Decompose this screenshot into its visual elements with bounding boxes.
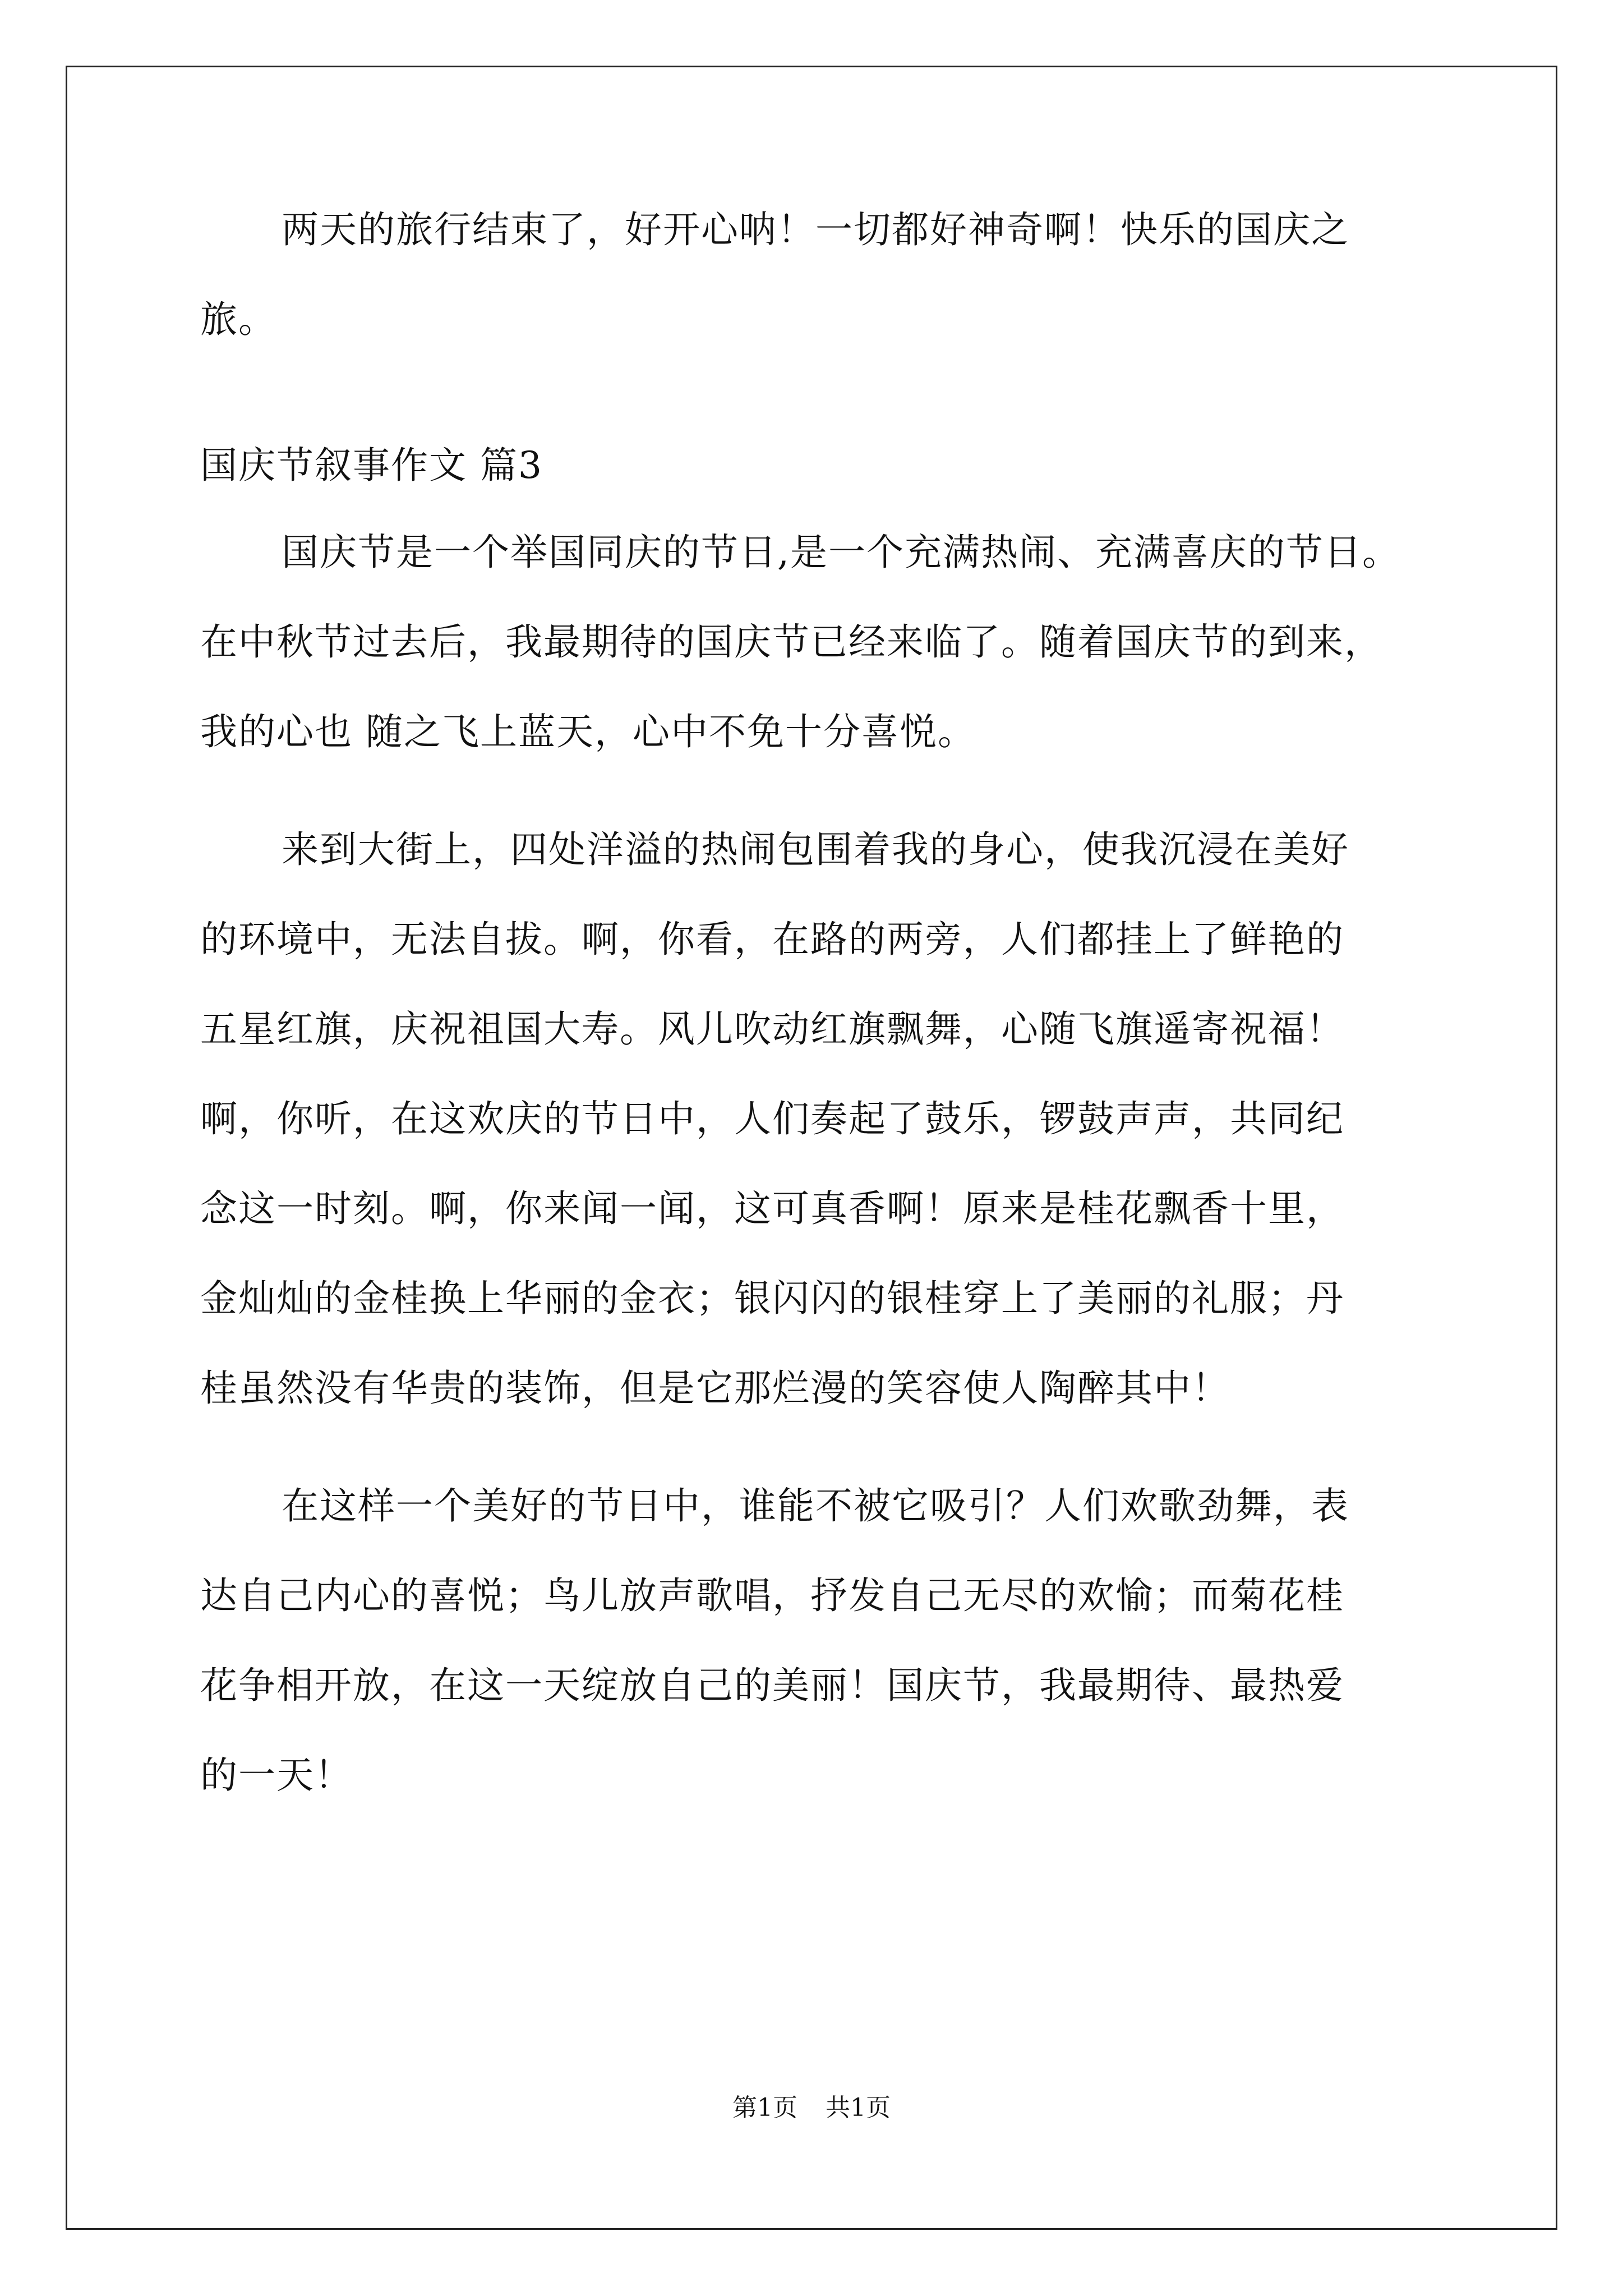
paragraph-line: 达自己内心的喜悦；鸟儿放声歌唱，抒发自己无尽的欢愉；而菊花桂 <box>200 1574 1344 1617</box>
section-heading: 国庆节叙事作文 篇3 <box>200 444 543 487</box>
paragraph-line: 的一天！ <box>200 1754 353 1797</box>
paragraph-line: 五星红旗，庆祝祖国大寿。风儿吹动红旗飘舞，心随飞旗遥寄祝福！ <box>200 1007 1344 1051</box>
page-number: 第1页 <box>732 2093 797 2122</box>
paragraph-line: 来到大街上，四处洋溢的热闹包围着我的身心，使我沉浸在美好 <box>282 828 1349 871</box>
page-footer <box>0 2091 1623 2125</box>
paragraph-line: 桂虽然没有华贵的装饰，但是它那烂漫的笑容使人陶醉其中！ <box>200 1366 1230 1410</box>
paragraph-line: 在这样一个美好的节日中，谁能不被它吸引？人们欢歌劲舞，表 <box>282 1484 1349 1527</box>
paragraph-line: 在中秋节过去后，我最期待的国庆节已经来临了。随着国庆节的到来， <box>200 620 1382 664</box>
paragraph-line: 金灿灿的金桂换上华丽的金衣；银闪闪的银桂穿上了美丽的礼服；丹 <box>200 1277 1344 1320</box>
paragraph-line: 旅。 <box>200 298 276 341</box>
paragraph-line: 念这一时刻。啊，你来闻一闻，这可真香啊！原来是桂花飘香十里， <box>200 1187 1344 1230</box>
paragraph-line: 花争相开放，在这一天绽放自己的美丽！国庆节，我最期待、最热爱 <box>200 1664 1344 1707</box>
paragraph-line: 的环境中，无法自拔。啊，你看，在路的两旁，人们都挂上了鲜艳的 <box>200 918 1344 961</box>
paragraph-line: 国庆节是一个举国同庆的节日,是一个充满热闹、充满喜庆的节日。 <box>282 531 1400 574</box>
paragraph-line: 两天的旅行结束了，好开心呐！一切都好神奇啊！快乐的国庆之 <box>282 208 1349 251</box>
paragraph-line: 啊，你听，在这欢庆的节日中，人们奏起了鼓乐，锣鼓声声，共同纪 <box>200 1097 1344 1140</box>
page-border <box>66 66 1557 2230</box>
page-total: 共1页 <box>826 2093 891 2122</box>
paragraph-line: 我的心也 随之飞上蓝天，心中不免十分喜悦。 <box>200 710 976 753</box>
